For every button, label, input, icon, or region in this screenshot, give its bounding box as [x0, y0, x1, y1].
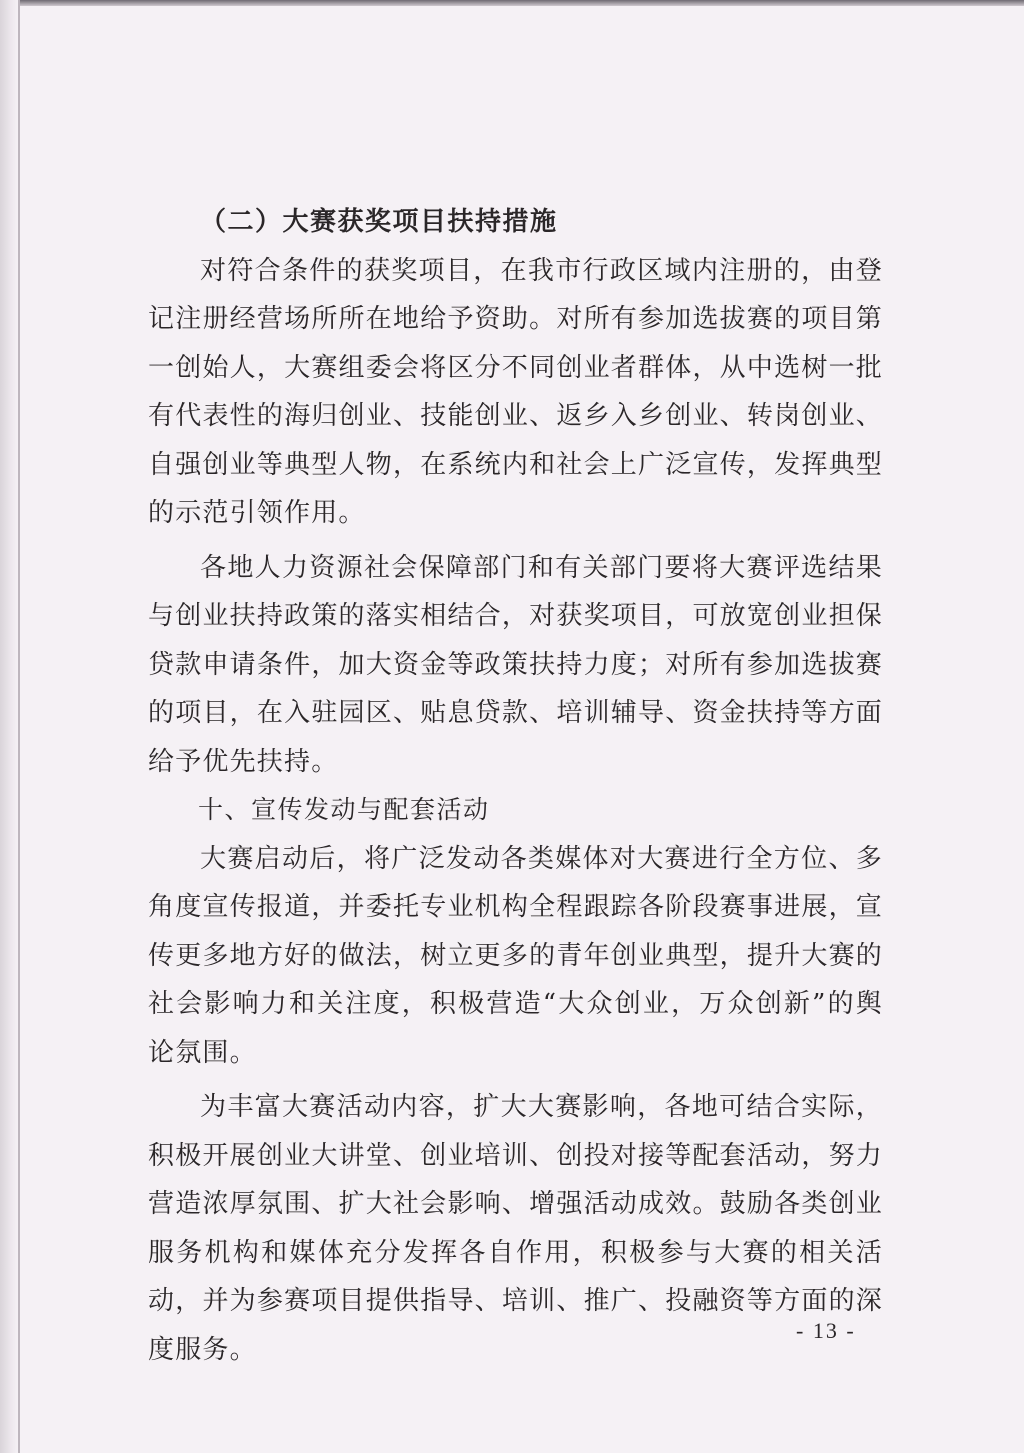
page-number: - 13 -: [796, 1318, 856, 1343]
paragraph: 为丰富大赛活动内容，扩大大赛影响，各地可结合实际，积极开展创业大讲堂、创业培训、创投对接等配套活动，努力营造浓厚氛围、扩大社会影响、增强活动成效。鼓励各类创业服务机构和媒体充分发挥各自作用，积极参与大赛的相关活动，并为参赛项目提供指导、培训、推广、投融资等方面的深度服务。: [148, 1092, 883, 1365]
paragraph: 大赛启动后，将广泛发动各类媒体对大赛进行全方位、多角度宣传报道，并委托专业机构全程跟踪各阶段赛事进展，宣传更多地方好的做法，树立更多的青年创业典型，提升大赛的社会影响力和关注度，积极营造“大众创业，万众创新”的舆论氛围。: [148, 843, 883, 1068]
chapter-heading: 十、宣传发动与配套活动: [198, 795, 490, 824]
scan-binding-line: [18, 0, 20, 1453]
document-body: [148, 198, 883, 1374]
paragraph: 对符合条件的获奖项目，在我市行政区域内注册的，由登记注册经营场所所在地给予资助。对所有参加选拔赛的项目第一创始人，大赛组委会将区分不同创业者群体，从中选树一批有代表性的海归创业、技能创业、返乡入乡创业、转岗创业、自强创业等典型人物，在系统内和社会上广泛宣传，发挥典型的示范引领作用。: [148, 255, 883, 528]
scan-top-edge: [0, 0, 1024, 6]
scan-left-edge: [0, 0, 18, 1453]
section-heading: （二）大赛获奖项目扶持措施: [200, 207, 558, 237]
paragraph: 各地人力资源社会保障部门和有关部门要将大赛评选结果与创业扶持政策的落实相结合，对获奖项目，可放宽创业担保贷款申请条件，加大资金等政策扶持力度；对所有参加选拔赛的项目，在入驻园区、贴息贷款、培训辅导、资金扶持等方面给予优先扶持。: [148, 552, 883, 777]
